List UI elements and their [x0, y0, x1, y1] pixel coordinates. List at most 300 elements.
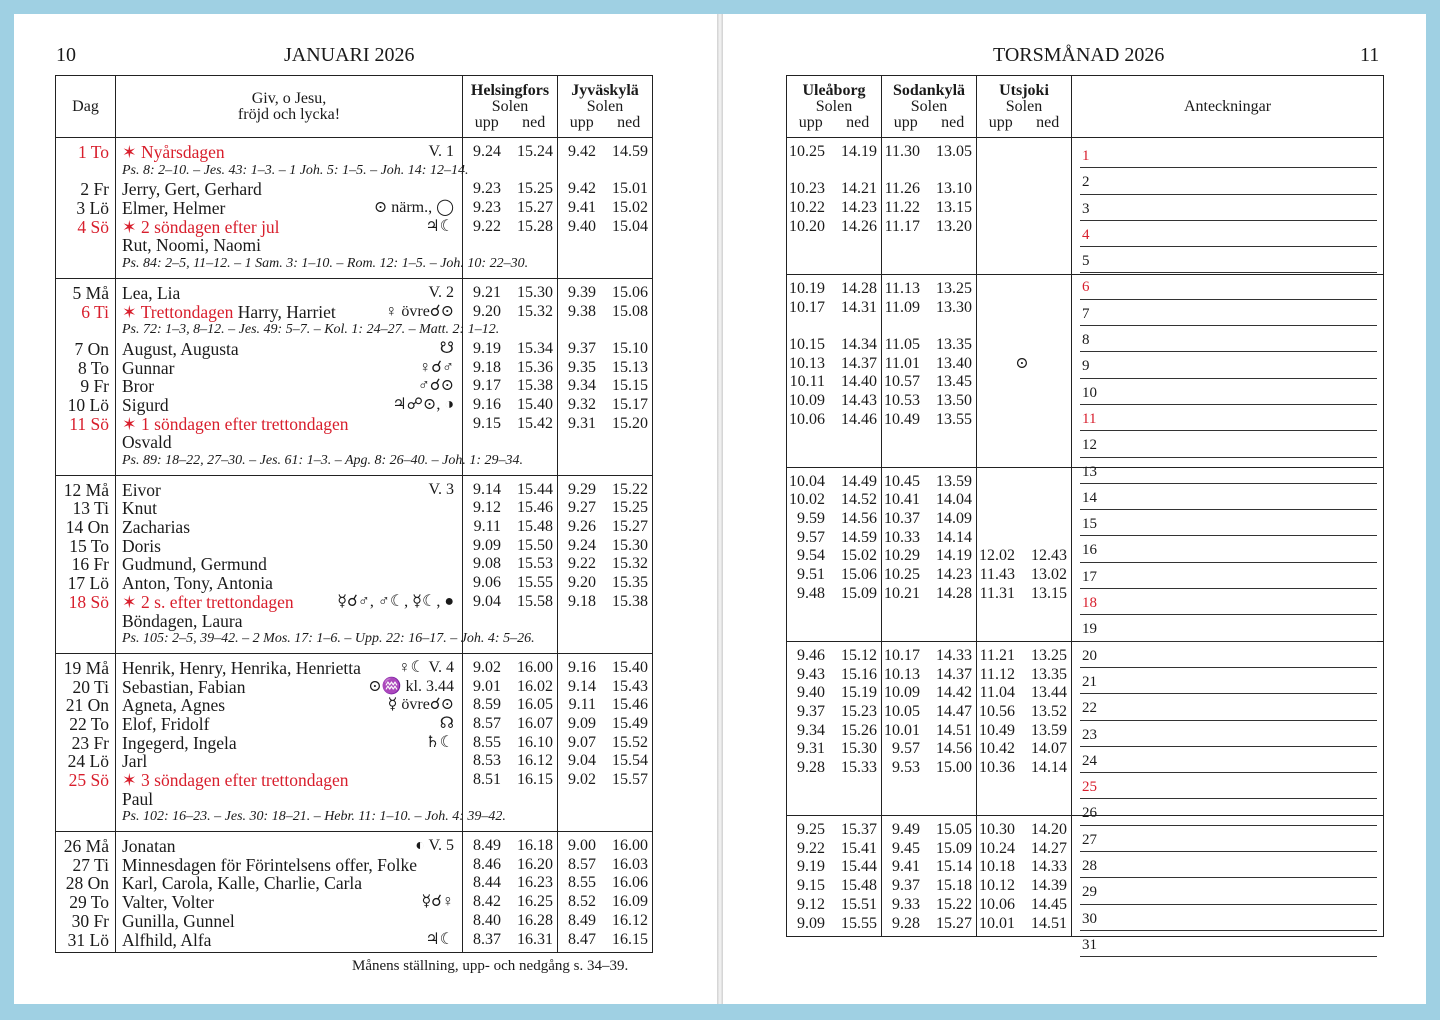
spacer [882, 448, 976, 467]
sunset-time: 16.03 [612, 855, 648, 873]
name-day-text: 2 söndagen efter jul [141, 216, 280, 237]
sunrise-time: 9.14 [473, 480, 501, 498]
time-row [558, 912, 652, 931]
solen-label: Solen [910, 97, 948, 115]
city-helsingfors: Helsingfors [470, 81, 550, 99]
sunset-time: 14.42 [936, 684, 972, 702]
sunset-time: 15.30 [612, 536, 648, 554]
sunset-time: 15.32 [612, 555, 648, 573]
astronomy-symbols: ♄☾ [425, 733, 454, 751]
notes-line[interactable]: 14 [1080, 484, 1377, 510]
sunset-time: 15.52 [612, 733, 648, 751]
sunrise-time: 9.15 [473, 414, 501, 432]
time-row [977, 858, 1071, 877]
holiday-star-icon: ✶ [122, 142, 142, 162]
day-label: 6 Ti [81, 301, 109, 322]
notes-line[interactable]: 29 [1080, 878, 1377, 904]
col-helsingfors-header [463, 76, 558, 138]
sunset-time: 15.17 [612, 395, 648, 413]
sunrise-time: 10.05 [884, 702, 920, 720]
sunrise-time: 11.21 [979, 646, 1015, 664]
sunrise-time: 10.22 [789, 199, 825, 217]
sunset-time: 16.10 [517, 733, 553, 751]
notes-line[interactable]: 3 [1080, 195, 1377, 221]
astronomy-symbols: ♃☍⊙, ◑ [392, 395, 454, 413]
sunrise-time: 9.22 [473, 217, 501, 235]
sunset-time: 14.28 [936, 584, 972, 602]
time-row [882, 392, 976, 411]
name-day-line [116, 612, 462, 631]
time-row [882, 666, 976, 685]
notes-line[interactable]: 19 [1080, 615, 1377, 641]
sunset-time: 14.59 [612, 143, 648, 160]
right-page-title: TORSMÅNAD 2026 [993, 44, 1165, 66]
sunset-time: 13.02 [1031, 566, 1067, 584]
time-row [463, 874, 557, 893]
time-row [787, 684, 881, 703]
time-row [787, 547, 881, 566]
notes-line[interactable]: 27 [1080, 826, 1377, 852]
utsjoki-times [977, 467, 1072, 641]
astronomy-symbols: ♂☌⊙ [417, 377, 454, 395]
sunset-time: 15.15 [612, 377, 648, 395]
time-row [558, 659, 652, 678]
time-row [882, 373, 976, 392]
sunrise-time: 9.57 [797, 528, 825, 546]
sunrise-time: 9.29 [568, 480, 596, 498]
sunset-time: 14.37 [936, 665, 972, 683]
sunset-time: 16.00 [517, 658, 553, 676]
name-column [116, 832, 463, 953]
time-row [787, 722, 881, 741]
spacer [558, 162, 652, 181]
spacer [882, 317, 976, 336]
sunset-time: 15.18 [936, 877, 972, 895]
sunrise-time: 10.02 [789, 491, 825, 509]
time-row [558, 696, 652, 715]
time-row [977, 740, 1071, 759]
time-row [558, 574, 652, 593]
name-day-text: Anton, Tony, Antonia [122, 573, 273, 594]
sunset-time: 15.12 [841, 646, 877, 664]
time-row [558, 856, 652, 875]
notes-line[interactable]: 20 [1080, 642, 1377, 668]
time-row [787, 740, 881, 759]
time-row [787, 218, 881, 237]
name-day-text: Eivor [122, 479, 161, 500]
astronomy-symbols: ⊙♒ kl. 3.44 [368, 677, 454, 695]
spacer [558, 630, 652, 649]
sunrise-time: 9.09 [568, 714, 596, 732]
sunrise-time: 10.53 [884, 391, 920, 409]
sunrise-time: 11.43 [979, 566, 1015, 584]
time-row [977, 840, 1071, 859]
sunrise-time: 10.15 [789, 335, 825, 353]
sunset-time: 14.51 [936, 721, 972, 739]
week-block [56, 653, 653, 831]
day-label: 8 To [77, 357, 109, 378]
sunrise-time: 9.38 [568, 302, 596, 320]
city-utsjoki: Utsjoki [999, 81, 1049, 99]
day-label: 21 On [65, 695, 109, 716]
day-label [56, 790, 115, 809]
astronomy-symbols: V. 3 [428, 480, 454, 498]
sunrise-time: 8.47 [568, 930, 596, 948]
notes-line[interactable]: 30 [1080, 905, 1377, 931]
time-row [463, 752, 557, 771]
astronomy-symbols: ♃☾ [425, 217, 454, 235]
upp-label: upp [474, 113, 499, 131]
solen-label: Solen [586, 97, 624, 115]
sunset-time: 16.15 [517, 771, 553, 788]
time-row [882, 236, 976, 255]
sunset-time: 13.45 [936, 373, 972, 391]
notes-line[interactable]: 9 [1080, 352, 1377, 378]
jyvaskyla-times [558, 278, 653, 475]
notes-line[interactable]: 7 [1080, 300, 1377, 326]
sunrise-time: 9.49 [892, 821, 920, 839]
time-row [463, 837, 557, 856]
name-day-line [116, 199, 462, 218]
jyvaskyla-times [558, 475, 653, 653]
scripture-reading: Ps. 84: 2–5, 11–12. – 1 Sam. 3: 1–10. – Rom. 12: 1–5. – Joh. 10: 22–30. [122, 256, 529, 272]
notes-line[interactable]: 15 [1080, 510, 1377, 536]
notes-line[interactable]: 13 [1080, 458, 1377, 484]
sunrise-time: 9.19 [473, 339, 501, 357]
day-label: 20 Ti [72, 676, 109, 697]
sunrise-time: 9.39 [568, 283, 596, 301]
sunset-time: 15.43 [612, 677, 648, 695]
notes-line[interactable]: 17 [1080, 563, 1377, 589]
col-name-header [116, 76, 463, 138]
sunset-time: 15.01 [612, 180, 648, 198]
time-row [463, 593, 557, 612]
notes-line[interactable]: 6 [1080, 273, 1377, 299]
name-day-text: Agneta, Agnes [122, 695, 226, 716]
name-day-text: Zacharias [122, 517, 191, 538]
sunrise-time: 9.14 [568, 677, 596, 695]
notes-line[interactable]: 8 [1080, 326, 1377, 352]
name-day-text: Ingegerd, Ingela [122, 732, 237, 753]
time-row [463, 734, 557, 753]
motto-line1: Giv, o Jesu, [251, 89, 327, 107]
notes-line[interactable]: 21 [1080, 668, 1377, 694]
sunrise-time: 9.32 [568, 395, 596, 413]
sunrise-time: 9.41 [568, 199, 596, 217]
sunset-time: 15.46 [517, 499, 553, 517]
sunset-time: 14.49 [841, 472, 877, 490]
sunrise-time: 10.56 [979, 702, 1015, 720]
sunset-time: 15.33 [841, 759, 877, 776]
sunrise-time: 9.15 [797, 877, 825, 895]
sunrise-time: 9.35 [568, 358, 596, 376]
helsingfors-times [463, 278, 558, 475]
time-row [463, 931, 557, 950]
sunset-time: 13.25 [1031, 646, 1067, 664]
city-jyvaskyla: Jyväskylä [571, 81, 639, 99]
time-row [977, 684, 1071, 703]
notes-line[interactable]: 18 [1080, 589, 1377, 615]
sunrise-time: 10.01 [884, 721, 920, 739]
notes-line[interactable]: 4 [1080, 221, 1377, 247]
week-block [56, 475, 653, 653]
notes-line[interactable]: 24 [1080, 747, 1377, 773]
sunset-time: 14.59 [841, 528, 877, 546]
time-row [558, 678, 652, 697]
sunset-time: 14.23 [936, 566, 972, 584]
astronomy-symbols: ♀☌♂ [419, 358, 454, 376]
sunset-time: 14.34 [841, 335, 877, 353]
name-day-line [116, 218, 462, 237]
time-row [787, 703, 881, 722]
sunset-time: 15.20 [612, 414, 648, 432]
name-day-line [116, 396, 462, 415]
sunset-time: 16.31 [517, 930, 553, 948]
sunrise-time: 9.02 [568, 771, 596, 788]
sunset-time: 14.47 [936, 702, 972, 720]
sunrise-time: 10.19 [789, 279, 825, 297]
time-row [882, 759, 976, 778]
sunrise-time: 8.44 [473, 874, 501, 892]
spacer [787, 448, 881, 467]
time-row [558, 931, 652, 950]
spacer [558, 321, 652, 340]
spacer [463, 162, 557, 181]
time-row [558, 377, 652, 396]
day-label [56, 433, 115, 452]
sunrise-time: 10.06 [789, 410, 825, 428]
sunset-time: 14.19 [936, 547, 972, 565]
sunset-time: 15.27 [517, 199, 553, 217]
time-row [558, 180, 652, 199]
name-day-text: Minnesdagen för Förintelsens offer, Folke [122, 854, 417, 875]
time-row [463, 199, 557, 218]
notes-line[interactable]: 11 [1080, 405, 1377, 431]
name-day-text: Paul [122, 788, 154, 809]
sunset-time: 13.50 [936, 391, 972, 409]
time-row [787, 336, 881, 355]
sunrise-time: 11.04 [979, 684, 1015, 702]
time-row [787, 473, 881, 492]
sunset-time: 15.27 [612, 518, 648, 536]
astronomy-symbols: ☿☌♀ [421, 893, 454, 911]
sunrise-time: 11.30 [884, 143, 920, 160]
notes-line[interactable]: 12 [1080, 431, 1377, 457]
sunset-time: 14.37 [841, 354, 877, 372]
time-row [463, 377, 557, 396]
name-day-line [116, 236, 462, 255]
name-day-text: Gunilla, Gunnel [122, 910, 235, 931]
sunset-time: 15.32 [517, 302, 553, 320]
name-day-text: Trettondagen [140, 301, 234, 322]
holiday-star-icon: ✶ [122, 591, 142, 612]
sunset-time: 15.50 [517, 536, 553, 554]
astronomy-symbols: ◐ V. 5 [415, 837, 454, 855]
day-label: 10 Lö [67, 394, 109, 415]
notes-line[interactable]: 26 [1080, 799, 1377, 825]
time-row [463, 499, 557, 518]
notes-line[interactable]: 31 [1080, 931, 1377, 957]
scripture-reading: Ps. 89: 18–22, 27–30. – Jes. 61: 1–3. – Apg. 8: 26–40. – Joh. 1: 29–34. [122, 453, 524, 468]
sunrise-time: 10.25 [789, 143, 825, 160]
sunset-time: 15.24 [517, 143, 553, 160]
name-day-line [116, 678, 462, 697]
sunrise-time: 10.41 [884, 491, 920, 509]
sunset-time: 15.38 [517, 377, 553, 395]
sunrise-time: 10.36 [979, 759, 1015, 776]
time-row [787, 510, 881, 529]
sunrise-time: 9.54 [797, 547, 825, 565]
sunrise-time: 9.02 [473, 658, 501, 676]
notes-line[interactable]: 1 [1080, 142, 1377, 168]
sunset-time: 14.09 [936, 510, 972, 528]
sunrise-time: 11.12 [979, 665, 1015, 683]
spacer [882, 796, 976, 815]
time-row [787, 566, 881, 585]
day-label: 25 Sö [68, 770, 109, 790]
time-row [882, 280, 976, 299]
sunset-time: 15.16 [841, 665, 877, 683]
name-day-text: Jarl [122, 751, 148, 772]
time-row [558, 734, 652, 753]
sunset-time: 16.05 [517, 696, 553, 714]
sunset-time: 15.41 [841, 839, 877, 857]
name-day-text: Sigurd [122, 394, 169, 415]
sunrise-time: 10.24 [979, 839, 1015, 857]
name-day-line [116, 790, 462, 809]
notes-line[interactable]: 22 [1080, 694, 1377, 720]
sunset-time: 14.33 [936, 646, 972, 664]
sunset-time: 16.07 [517, 714, 553, 732]
time-row [463, 481, 557, 500]
sunrise-time: 9.22 [568, 555, 596, 573]
upp-label: upp [798, 113, 823, 131]
name-day-line [116, 715, 462, 734]
day-label [56, 612, 115, 631]
day-label: 26 Må [63, 836, 109, 857]
time-row [463, 856, 557, 875]
time-row [787, 915, 881, 934]
time-row [977, 180, 1071, 199]
col-day-header: Dag [56, 76, 116, 138]
sunrise-time: 8.55 [473, 733, 501, 751]
time-row [463, 359, 557, 378]
sunrise-time: 9.28 [892, 914, 920, 932]
time-row [882, 858, 976, 877]
notes-line[interactable]: 28 [1080, 852, 1377, 878]
time-row [558, 537, 652, 556]
time-row [787, 778, 881, 797]
sunrise-time: 10.45 [884, 472, 920, 490]
notes-line[interactable]: 25 [1080, 773, 1377, 799]
sunset-time: 16.02 [517, 677, 553, 695]
time-row [787, 355, 881, 374]
time-row [882, 473, 976, 492]
sunrise-time: 9.08 [473, 555, 501, 573]
sunrise-time: 10.17 [884, 646, 920, 664]
time-row [882, 647, 976, 666]
spacer [787, 796, 881, 815]
sunset-time: 14.46 [841, 410, 877, 428]
sunrise-time: 9.09 [473, 536, 501, 554]
sunrise-time: 9.48 [797, 584, 825, 602]
footer-note: Månens ställning, upp- och nedgång s. 34–39. [352, 958, 629, 974]
sunset-time: 12.43 [1031, 547, 1067, 565]
astronomy-symbols: ☿ övre☌⊙ [387, 696, 454, 714]
sunset-time: 13.15 [1031, 584, 1067, 602]
name-day-line [116, 752, 462, 771]
time-row [977, 703, 1071, 722]
day-column [56, 138, 116, 279]
sunrise-time: 9.21 [473, 283, 501, 301]
time-row [977, 429, 1071, 448]
notes-line[interactable]: 5 [1080, 247, 1377, 273]
spacer [787, 162, 881, 181]
sunset-time: 16.12 [517, 752, 553, 770]
time-row [787, 199, 881, 218]
ned-label: ned [617, 113, 641, 131]
time-row [463, 415, 557, 434]
sunrise-time: 10.13 [884, 665, 920, 683]
sunrise-time: 8.53 [473, 752, 501, 770]
time-row [882, 684, 976, 703]
sunset-time: 16.06 [612, 874, 648, 892]
col-utsjoki-header [977, 76, 1072, 138]
sunset-time: 16.23 [517, 874, 553, 892]
sunset-time: 15.06 [841, 566, 877, 584]
utsjoki-times [977, 274, 1072, 467]
sunrise-time: 9.57 [892, 740, 920, 758]
spacer [56, 808, 115, 827]
notes-line[interactable]: 23 [1080, 721, 1377, 747]
jyvaskyla-times [558, 653, 653, 831]
notes-line[interactable]: 2 [1080, 168, 1377, 194]
sunrise-time: 9.24 [568, 536, 596, 554]
name-day-text: Gunnar [122, 357, 175, 378]
notes-line[interactable]: 16 [1080, 536, 1377, 562]
spacer [882, 622, 976, 641]
time-row [787, 604, 881, 623]
sunset-time: 15.36 [517, 358, 553, 376]
time-row [977, 585, 1071, 604]
time-row [463, 912, 557, 931]
time-row [558, 555, 652, 574]
notes-column [1080, 142, 1377, 957]
col-sodankyla-header [882, 76, 977, 138]
day-label: 13 Ti [72, 498, 109, 519]
sunrise-time: 9.42 [568, 143, 596, 160]
sunset-time: 14.56 [936, 740, 972, 758]
sunrise-time: 9.16 [568, 658, 596, 676]
time-row [787, 411, 881, 430]
spacer [977, 255, 1071, 274]
uleaborg-times [787, 467, 882, 641]
sunset-time: 13.05 [936, 143, 972, 160]
day-label: 28 On [65, 873, 109, 894]
name-day-text: August, Augusta [122, 338, 239, 359]
time-row [463, 340, 557, 359]
sunset-time: 14.23 [841, 199, 877, 217]
uleaborg-times [787, 816, 882, 937]
sunset-time: 15.42 [517, 414, 553, 432]
time-row [558, 396, 652, 415]
sunset-time: 15.27 [936, 914, 972, 932]
spacer [558, 452, 652, 471]
notes-line[interactable]: 10 [1080, 379, 1377, 405]
sunrise-time: 9.59 [797, 510, 825, 528]
helsingfors-times [463, 832, 558, 953]
time-row [977, 392, 1071, 411]
